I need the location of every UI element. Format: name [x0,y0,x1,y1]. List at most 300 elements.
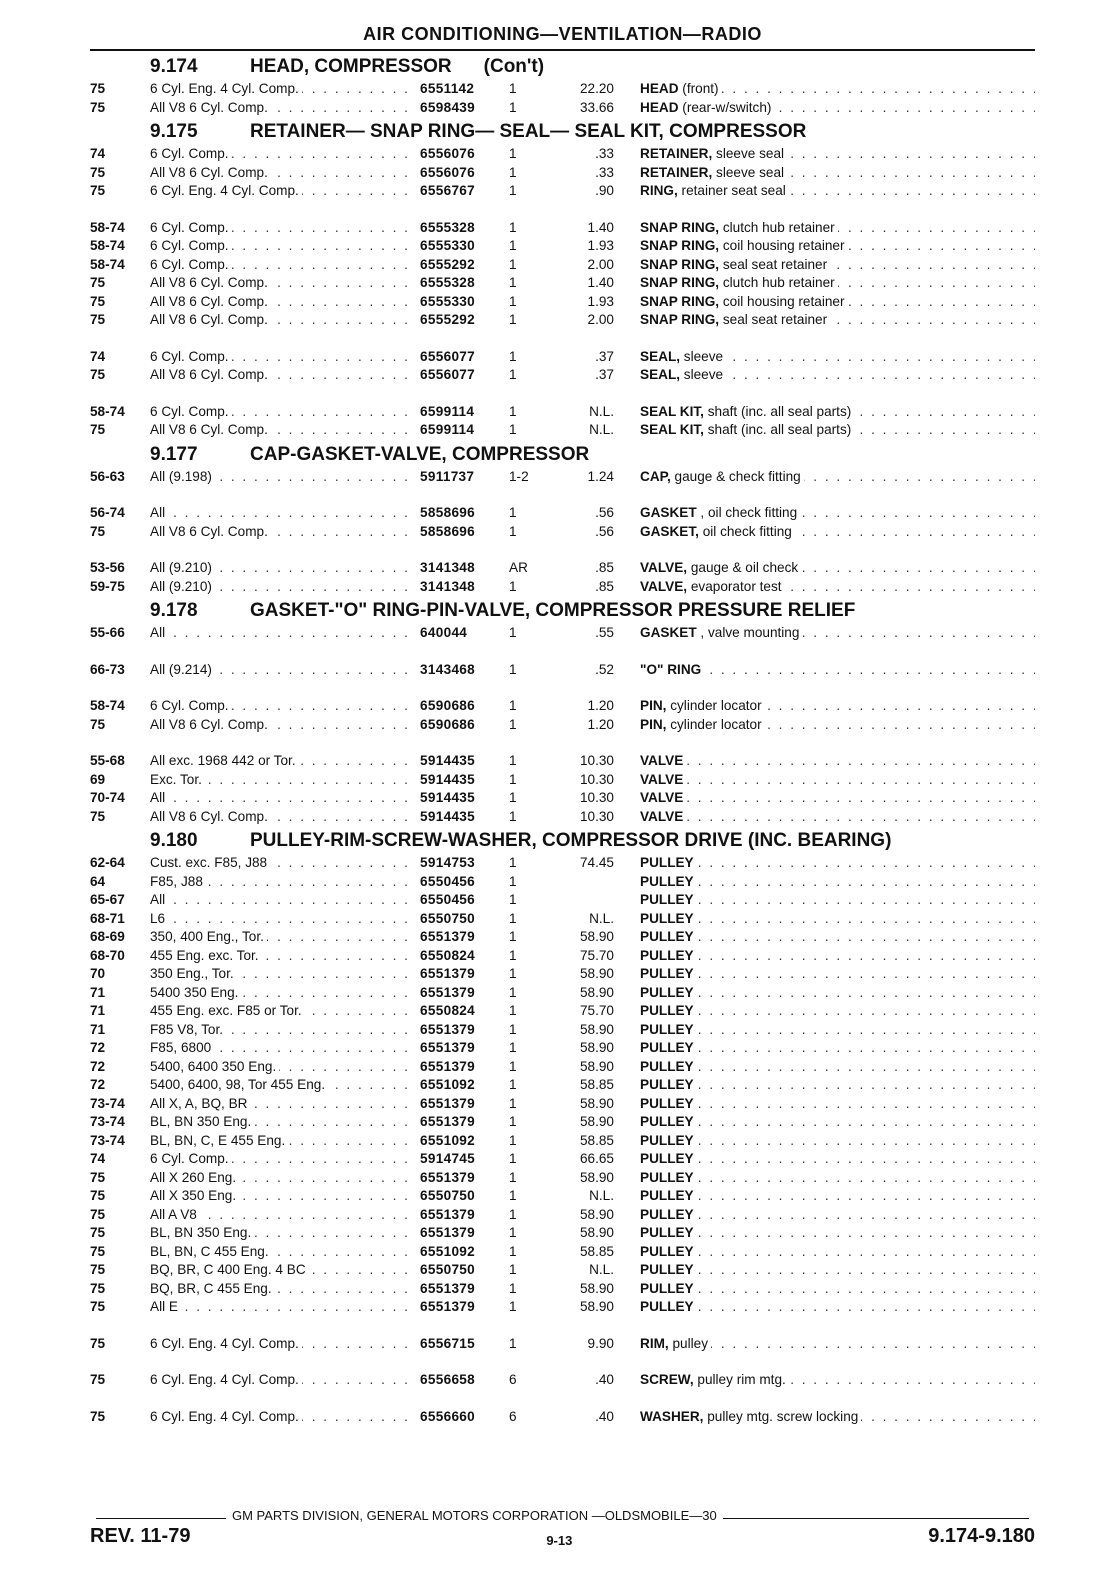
price: .40 [595,1408,614,1424]
year-range: 71 [90,1003,106,1018]
part-number: 6551379 [420,966,476,981]
description-cell [620,789,1035,808]
description-cell [620,1095,1035,1114]
quantity: 1 [509,1225,517,1240]
description-cell [620,256,1035,275]
table-row [90,697,1035,716]
table-row [90,1187,1035,1206]
description-cell [620,578,1035,597]
table-row [90,366,1035,385]
quantity: 1 [509,505,517,520]
table-row [90,928,1035,947]
price: 10.30 [579,753,614,768]
year-range: 75 [90,808,106,824]
year-range: 75 [90,1280,106,1296]
application-cell [150,624,420,643]
application: All (9.198) [150,469,215,484]
part-detail: (rear-w/switch) [678,99,772,115]
application-cell [150,1187,420,1206]
row-group [90,854,1035,1317]
quantity: 1 [509,625,517,640]
price: 9.90 [587,1335,614,1351]
dot-leader [640,910,1035,929]
price: N.L. [589,1188,614,1203]
description-cell [620,1002,1035,1021]
part-name: PULLEY [640,966,694,981]
part-number: 6551379 [420,984,476,1000]
part-detail: sleeve seal [712,164,785,180]
section-title [90,829,1035,853]
section-number: 9.180 [150,830,198,851]
part-number: 6551092 [420,1243,476,1259]
price: N.L. [589,422,614,437]
quantity: 1 [509,183,517,198]
sections-container [90,55,1035,1426]
description [640,275,838,290]
price: .52 [595,661,614,677]
part-name: SEAL, [640,348,681,364]
table-row [90,1261,1035,1280]
row-group [90,624,1035,643]
description [640,367,726,382]
description-cell [620,661,1035,680]
application-cell [150,164,420,183]
description [640,790,686,805]
part-number: 6598439 [420,99,476,115]
application: 6 Cyl. Comp. [150,220,232,235]
quantity: 1 [509,1188,517,1203]
description-cell [620,403,1035,422]
description [640,505,800,520]
table-row [90,164,1035,183]
description-cell [620,1243,1035,1262]
application-cell [150,910,420,929]
table-row [90,947,1035,966]
row-group [90,1371,1035,1390]
quantity: 1 [509,1058,517,1074]
table-row [90,1021,1035,1040]
description [640,349,726,364]
application: 6 Cyl. Eng. 4 Cyl. Comp. [150,81,302,96]
dot-leader [640,891,1035,910]
description-cell [620,1298,1035,1317]
year-range: 75 [90,367,106,382]
part-detail: clutch hub retainer [719,219,835,235]
section-title [90,443,1035,467]
part-name: VALVE [640,790,684,805]
part-number: 5914745 [420,1151,476,1166]
part-name: PIN, [640,698,667,713]
year-range: 75 [90,312,106,327]
quantity: 6 [509,1408,517,1424]
dot-leader [640,1187,1035,1206]
dot-leader [640,1002,1035,1021]
description [640,81,722,96]
table-row [90,1058,1035,1077]
dot-leader [640,947,1035,966]
description-cell [620,164,1035,183]
quantity: 1 [509,984,517,1000]
dot-leader [640,789,1035,808]
part-name: RING, [640,183,678,198]
table-row [90,661,1035,680]
price: 1.40 [587,275,614,290]
application: Exc. Tor. [150,772,205,787]
quantity: 1 [509,164,517,180]
table-row [90,1280,1035,1299]
part-name: HEAD [640,99,679,115]
year-range: 74 [90,1151,106,1166]
part-name: GASKET, [640,523,699,539]
quantity: 1 [509,892,517,907]
description [640,1096,697,1111]
quantity: 1 [509,1114,517,1129]
part-number: 6599114 [420,422,475,437]
part-detail: , oil check fitting [696,505,798,520]
part-number: 6551092 [420,1132,476,1148]
application: 455 Eng. exc. F85 or Tor. [150,1003,305,1018]
description [640,809,686,824]
table-row [90,1408,1035,1427]
dot-leader [640,1076,1035,1095]
description-cell [620,1150,1035,1169]
part-detail: clutch hub retainer [719,275,835,290]
quantity: 1 [509,790,517,805]
application: All V8 6 Cyl. Comp. [150,100,271,115]
part-detail: , valve mounting [696,625,800,640]
application: All [150,505,168,520]
dot-leader [640,808,1035,827]
year-range: 75 [90,1262,106,1277]
year-range: 59-75 [90,578,125,594]
table-row [90,752,1035,771]
revision: REV. 11-79 [90,1525,191,1547]
part-name: RIM, [640,1335,669,1351]
quantity: 1 [509,1280,517,1296]
footer-line [90,1508,1035,1523]
year-range: 75 [90,164,106,180]
description [640,1077,697,1092]
dot-leader [640,752,1035,771]
description-cell [620,1132,1035,1151]
year-range: 68-71 [90,910,125,926]
page-number: 9-13 [546,1533,573,1548]
part-detail: sleeve seal [712,146,785,161]
application-cell [150,403,420,422]
part-name: PULLEY [640,1114,694,1129]
year-range: 62-64 [90,855,125,870]
part-detail: shaft (inc. all seal parts) [703,422,852,437]
application-cell [150,965,420,984]
price: 75.70 [579,1003,614,1018]
part-name: PULLEY [640,984,694,1000]
description-cell [620,1335,1035,1354]
description-cell [620,1371,1035,1390]
application: All V8 6 Cyl. Comp. [150,717,271,732]
part-name: SEAL KIT, [640,403,704,419]
quantity: 1 [509,698,517,713]
table-row [90,145,1035,164]
application-cell [150,219,420,238]
application: 6 Cyl. Comp. [150,146,232,161]
dot-leader [150,624,412,643]
application-cell [150,578,420,597]
application-cell [150,1280,420,1299]
price: 58.90 [579,1280,614,1296]
year-range: 74 [90,146,106,161]
year-range: 68-69 [90,929,125,944]
description-cell [620,274,1035,293]
quantity: 1 [509,1169,517,1185]
description-cell [620,697,1035,716]
dot-leader [150,910,412,929]
application: 5400, 6400 350 Eng. [150,1059,279,1074]
application-cell [150,1150,420,1169]
description-cell [620,1261,1035,1280]
price: 33.66 [579,99,614,115]
part-name: GASKET [640,625,697,640]
year-range: 75 [90,422,106,437]
price: 58.90 [579,1206,614,1222]
year-range: 72 [90,1077,106,1092]
description [640,948,697,963]
table-row [90,1150,1035,1169]
dot-leader [640,1039,1035,1058]
quantity: 6 [509,1372,517,1387]
application: All A V8 [150,1207,200,1222]
application: 6 Cyl. Comp. [150,404,232,419]
part-number: 6550750 [420,1188,476,1203]
table-row [90,274,1035,293]
application: BL, BN 350 Eng. [150,1225,254,1240]
part-name: PULLEY [640,1077,694,1092]
application-cell [150,854,420,873]
application-cell [150,421,420,440]
application: All V8 6 Cyl. Comp. [150,524,271,539]
part-number: 6555328 [420,275,476,290]
price: N.L. [589,403,614,419]
price: .55 [595,625,614,640]
description-cell [620,752,1035,771]
price: 58.85 [579,1077,614,1092]
row-group [90,80,1035,117]
year-range: 72 [90,1040,106,1055]
description [640,422,854,437]
table-row [90,910,1035,929]
part-name: "O" RING [640,661,702,677]
application-cell [150,311,420,330]
year-range: 64 [90,873,106,889]
quantity: 1 [509,293,517,309]
quantity: 1 [509,966,517,981]
price: .33 [595,164,614,180]
part-name: PULLEY [640,892,694,907]
table-row [90,1335,1035,1354]
year-range: 75 [90,81,106,96]
part-name: SCREW, [640,1372,694,1387]
year-range: 75 [90,293,106,309]
part-detail: gauge & oil check [687,560,799,575]
application-cell [150,237,420,256]
description [640,1022,697,1037]
part-number: 6590686 [420,698,476,713]
description [640,772,686,787]
price: 75.70 [579,947,614,963]
part-number: 5914753 [420,855,476,870]
description-cell [620,1076,1035,1095]
part-name: PULLEY [640,1095,694,1111]
year-range: 75 [90,275,106,290]
application: All [150,892,168,907]
page-footer [90,1508,1035,1548]
application-cell [150,1408,420,1427]
description [640,1336,711,1351]
row-group [90,504,1035,541]
table-row [90,1039,1035,1058]
price: 66.65 [579,1151,614,1166]
year-range: 69 [90,771,106,787]
application-cell [150,1335,420,1354]
part-name: CAP, [640,468,671,484]
description-cell [620,219,1035,238]
description-cell [620,910,1035,929]
application: All X, A, BQ, BR [150,1096,250,1111]
part-number: 6550750 [420,910,476,926]
dot-leader [640,854,1035,873]
description [640,892,697,907]
part-name: PULLEY [640,1169,694,1185]
year-range: 75 [90,1299,106,1314]
description-cell [620,984,1035,1003]
part-detail: seal seat retainer [719,312,828,327]
part-number: 6551379 [420,1058,476,1074]
part-name: PULLEY [640,1188,694,1203]
price: 58.90 [579,1299,614,1314]
price: N.L. [589,1262,614,1277]
part-detail: coil housing retainer [719,293,845,309]
quantity: 1 [509,238,517,253]
quantity: 1 [509,1243,517,1259]
description-cell [620,293,1035,312]
application-cell [150,1021,420,1040]
row-group [90,752,1035,826]
part-name: VALVE [640,771,684,787]
part-name: PULLEY [640,1058,694,1074]
part-name: SEAL, [640,367,681,382]
table-row [90,808,1035,827]
dot-leader [640,1206,1035,1225]
part-detail: seal seat retainer [719,256,828,272]
application-cell [150,504,420,523]
footer-corp: GM PARTS DIVISION, GENERAL MOTORS CORPORATION —OLDSMOBILE—30 [232,1508,717,1523]
section-range: 9.174-9.180 [928,1525,1035,1547]
price: .85 [595,578,614,594]
dot-leader [150,789,412,808]
dot-leader [640,1169,1035,1188]
part-number: 5914435 [420,808,476,824]
price: .37 [595,348,614,364]
price: N.L. [589,910,614,926]
part-name: RETAINER, [640,146,713,161]
description-cell [620,468,1035,487]
dot-leader [640,1261,1035,1280]
part-detail: cylinder locator [666,716,762,732]
section-number: 9.174 [150,56,198,77]
year-range: 75 [90,1372,106,1387]
catalog-page [90,24,1035,1426]
part-number: 6556077 [420,348,476,364]
description-cell [620,99,1035,118]
year-range: 56-74 [90,505,125,520]
application-cell [150,80,420,99]
application: 6 Cyl. Comp. [150,1151,232,1166]
year-range: 70-74 [90,790,125,805]
part-name: PULLEY [640,910,694,926]
application-cell [150,928,420,947]
application-cell [150,1224,420,1243]
year-range: 75 [90,1225,106,1240]
application-cell [150,789,420,808]
price: 1.93 [587,293,614,309]
description [640,404,854,419]
application: All exc. 1968 442 or Tor. [150,753,299,768]
quantity: 1 [509,1132,517,1148]
year-range: 75 [90,1188,106,1203]
part-detail: sleeve [680,348,724,364]
part-number: 3141348 [420,560,476,575]
price: 58.90 [579,1058,614,1074]
quantity: 1 [509,929,517,944]
part-detail: coil housing retainer [719,238,845,253]
part-name: VALVE [640,753,684,768]
dot-leader [640,1280,1035,1299]
dot-leader [640,984,1035,1003]
description-cell [620,947,1035,966]
application: BQ, BR, C 400 Eng. 4 BC [150,1262,309,1277]
row-group [90,145,1035,201]
table-row [90,1206,1035,1225]
part-number: 6555292 [420,312,476,327]
application: F85 V8, Tor. [150,1022,226,1037]
application: All V8 6 Cyl. Comp. [150,367,271,382]
dot-leader [640,1095,1035,1114]
description [640,1207,697,1222]
year-range: 58-74 [90,698,125,713]
description [640,911,697,926]
price: 2.00 [587,312,614,327]
quantity: 1 [509,422,517,437]
part-number: 6555330 [420,293,476,309]
year-range: 75 [90,99,106,115]
quantity: 1 [509,1335,517,1351]
price: 74.45 [579,855,614,870]
description [640,1299,697,1314]
price [550,873,620,892]
quantity: 1 [509,873,517,889]
description [640,753,686,768]
quantity: 1 [509,81,517,96]
table-row [90,1113,1035,1132]
application-cell [150,716,420,735]
quantity: 1 [509,275,517,290]
application-cell [150,1206,420,1225]
part-number: 6556077 [420,367,476,382]
table-row [90,578,1035,597]
year-range: 75 [90,523,106,539]
part-name: VALVE, [640,560,688,575]
part-name: SNAP RING, [640,312,720,327]
part-name: PULLEY [640,873,694,889]
